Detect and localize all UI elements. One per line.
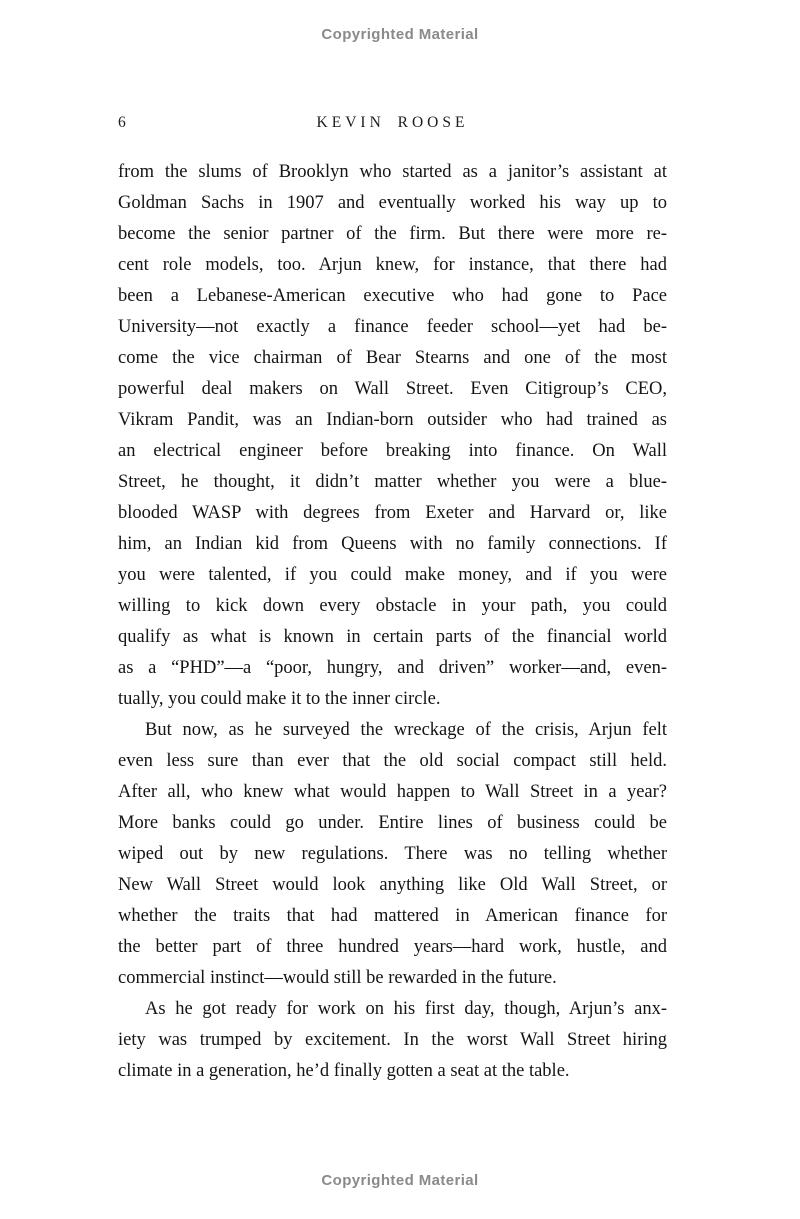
page-number: 6 (118, 114, 126, 131)
text-line: been a Lebanese-American executive who had gone to Pace (118, 286, 667, 306)
text-line: cent role models, too. Arjun knew, for instance, that there had (118, 255, 667, 275)
text-line: even less sure than ever that the old social compact still held. (118, 751, 667, 771)
text-line: willing to kick down every obstacle in your path, you could (118, 596, 667, 616)
text-line: whether the traits that had mattered in American finance for (118, 906, 667, 926)
text-line: blooded WASP with degrees from Exeter and Harvard or, like (118, 503, 667, 523)
text-line: you were talented, if you could make money, and if you were (118, 565, 667, 585)
text-line: powerful deal makers on Wall Street. Even Citigroup’s CEO, (118, 379, 667, 399)
text-line: from the slums of Brooklyn who started as a janitor’s assistant at (118, 162, 667, 182)
text-line: as a “PHD”—a “poor, hungry, and driven” worker—and, even- (118, 658, 667, 678)
text-line: University—not exactly a finance feeder school—yet had be- (118, 317, 667, 337)
text-line: come the vice chairman of Bear Stearns and one of the most (118, 348, 667, 368)
text-line: But now, as he surveyed the wreckage of the crisis, Arjun felt (145, 720, 667, 740)
text-line: wiped out by new regulations. There was no telling whether (118, 844, 667, 864)
text-line: More banks could go under. Entire lines of business could be (118, 813, 667, 833)
text-line: him, an Indian kid from Queens with no family connections. If (118, 534, 667, 554)
copyright-notice-bottom: Copyrighted Material (321, 1172, 479, 1189)
text-line: iety was trumped by excitement. In the worst Wall Street hiring (118, 1030, 667, 1050)
text-line: climate in a generation, he’d finally gotten a seat at the table. (118, 1061, 570, 1081)
text-line: Street, he thought, it didn’t matter whether you were a blue- (118, 472, 667, 492)
text-line: an electrical engineer before breaking into finance. On Wall (118, 441, 667, 461)
text-line: As he got ready for work on his first day, though, Arjun’s anx- (145, 999, 667, 1019)
text-line: Goldman Sachs in 1907 and eventually worked his way up to (118, 193, 667, 213)
text-line: Vikram Pandit, was an Indian-born outsider who had trained as (118, 410, 667, 430)
text-line: After all, who knew what would happen to Wall Street in a year? (118, 782, 667, 802)
page-header (118, 114, 667, 136)
copyright-notice-top: Copyrighted Material (321, 26, 479, 43)
text-line: commercial instinct—would still be rewarded in the future. (118, 968, 557, 988)
text-line: become the senior partner of the firm. But there were more re- (118, 224, 667, 244)
text-line: New Wall Street would look anything like Old Wall Street, or (118, 875, 667, 895)
running-head-title: KEVIN ROOSE (316, 114, 469, 131)
text-line: the better part of three hundred years—hard work, hustle, and (118, 937, 667, 957)
text-line: qualify as what is known in certain parts of the financial world (118, 627, 667, 647)
body-text (118, 157, 667, 1087)
text-line: tually, you could make it to the inner circle. (118, 689, 441, 709)
